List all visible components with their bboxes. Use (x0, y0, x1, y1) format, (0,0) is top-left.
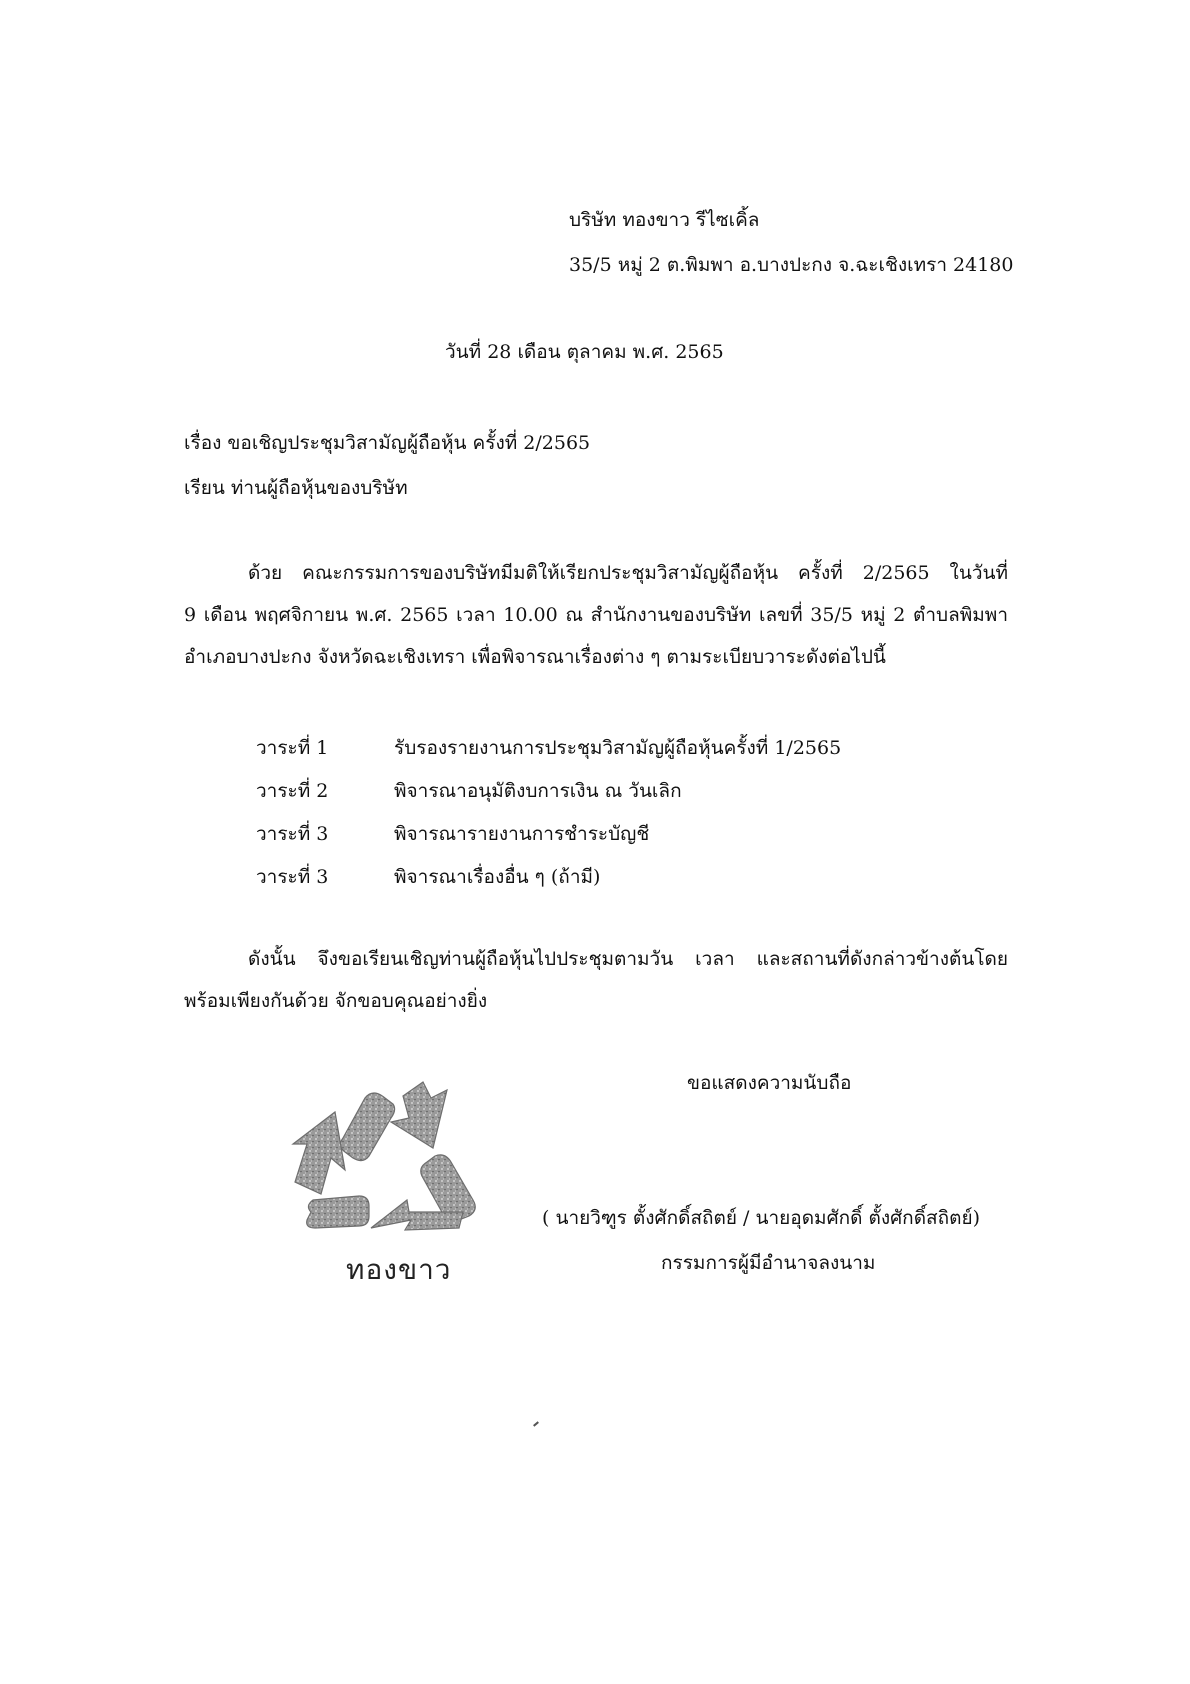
paragraph-line: ด้วย คณะกรรมการของบริษัทมีมติให้เรียกประชุมวิสามัญผู้ถือหุ้น ครั้งที่ 2/2565 ในวันที่ (248, 562, 1008, 584)
subject-line: เรื่อง ขอเชิญประชุมวิสามัญผู้ถือหุ้น ครั้งที่ 2/2565 (184, 432, 591, 454)
agenda-item (256, 813, 841, 856)
addressee-line: เรียน ท่านผู้ถือหุ้นของบริษัท (184, 477, 408, 499)
agenda-item (256, 727, 841, 770)
signatory-title: กรรมการผู้มีอำนาจลงนาม (661, 1252, 876, 1274)
recycle-arrows-icon (285, 1060, 485, 1250)
agenda-number: วาระที่ 2 (256, 780, 329, 802)
signatory-names: ( นายวิฑูร ตั้งศักดิ์สถิตย์ / นายอุดมศักดิ์ ตั้งศักดิ์สถิตย์) (542, 1207, 981, 1229)
agenda-text: พิจารณารายงานการชำระบัญชี (394, 823, 650, 845)
closing-salutation: ขอแสดงความนับถือ (687, 1072, 852, 1094)
letter-date: วันที่ 28 เดือน ตุลาคม พ.ศ. 2565 (445, 341, 724, 363)
logo-caption: ทองขาว (346, 1253, 452, 1286)
agenda-number: วาระที่ 3 (256, 866, 329, 888)
agenda-list (256, 727, 841, 899)
agenda-text: พิจารณาเรื่องอื่น ๆ (ถ้ามี) (394, 866, 601, 888)
agenda-item (256, 770, 841, 813)
agenda-item (256, 856, 841, 899)
paragraph-line: พร้อมเพียงกันด้วย จักขอบคุณอย่างยิ่ง (184, 990, 488, 1012)
body-paragraph-1 (184, 552, 1008, 678)
paragraph-line: อำเภอบางปะกง จังหวัดฉะเชิงเทรา เพื่อพิจารณาเรื่องต่าง ๆ ตามระเบียบวาระดังต่อไปนี้ (184, 646, 886, 668)
agenda-number: วาระที่ 3 (256, 823, 329, 845)
company-name: บริษัท ทองขาว รีไซเคิ้ล (569, 209, 760, 231)
body-paragraph-2 (184, 938, 1008, 1022)
agenda-text: พิจารณาอนุมัติงบการเงิน ณ วันเลิก (394, 780, 682, 802)
paragraph-line: ดังนั้น จึงขอเรียนเชิญท่านผู้ถือหุ้นไปประชุมตามวัน เวลา และสถานที่ดังกล่าวข้างต้นโดย (248, 948, 1008, 970)
agenda-text: รับรองรายงานการประชุมวิสามัญผู้ถือหุ้นครั้งที่ 1/2565 (394, 737, 842, 759)
paragraph-line: 9 เดือน พฤศจิกายน พ.ศ. 2565 เวลา 10.00 ณ สำนักงานของบริษัท เลขที่ 35/5 หมู่ 2 ตำบลพิมพา (184, 604, 1008, 626)
scan-artifact (533, 1421, 539, 1426)
company-address: 35/5 หมู่ 2 ต.พิมพา อ.บางปะกง จ.ฉะเชิงเทรา 24180 (569, 254, 1014, 276)
agenda-number: วาระที่ 1 (256, 737, 329, 759)
